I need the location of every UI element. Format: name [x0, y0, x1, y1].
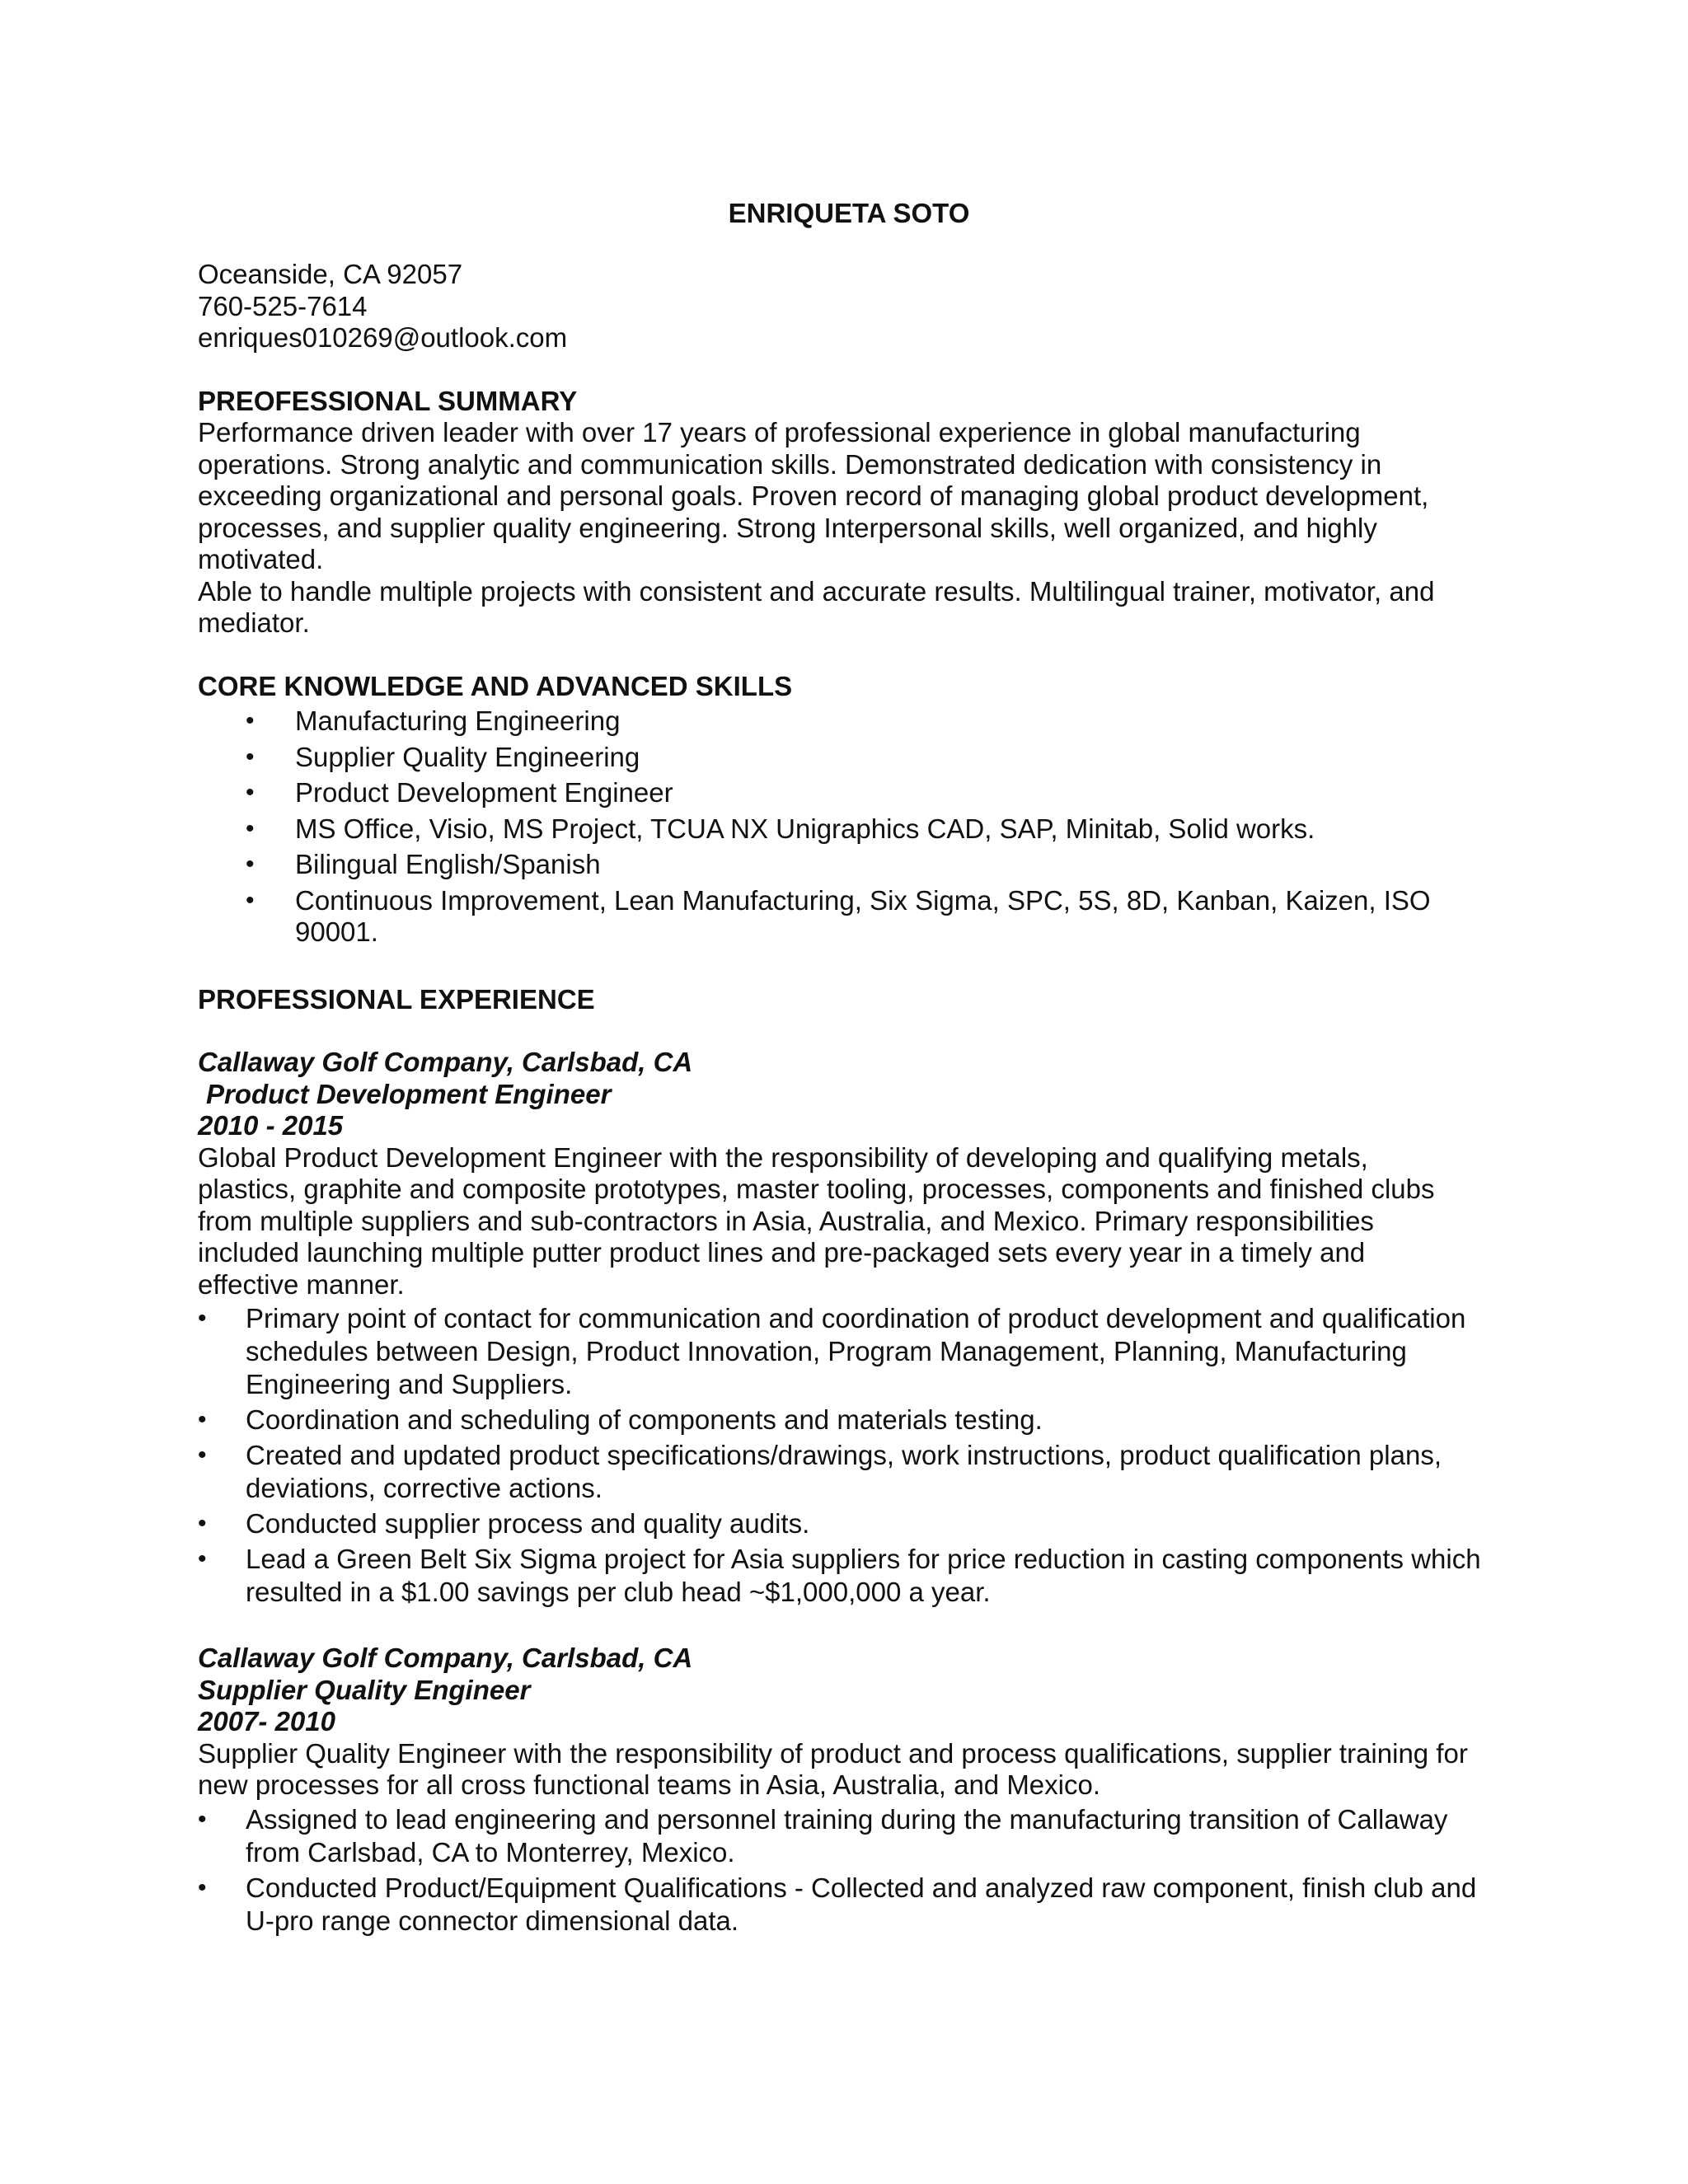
bullet-icon: •: [246, 743, 255, 771]
experience-section: [198, 984, 1484, 1938]
bullet-icon: •: [246, 886, 255, 914]
skill-item: [198, 813, 1484, 846]
duty-text: Coordination and scheduling of components and materials testing.: [246, 1404, 1043, 1435]
duty-text: Conducted Product/Equipment Qualifications - Collected and analyzed raw component, finish club and U-pro range connector dimensional data.: [246, 1872, 1477, 1936]
job-duties-list: [198, 1803, 1484, 1938]
candidate-name: ENRIQUETA SOTO: [728, 198, 970, 228]
job-entry: [198, 1047, 1484, 1609]
bullet-icon: •: [198, 1406, 207, 1433]
duty-text: Primary point of contact for communication and coordination of product development and qualification schedules between Design, Product Innovation, Program Management, Planning, Manufacturing Engineering and Suppliers.: [246, 1303, 1466, 1399]
summary-line: motivated.: [198, 544, 324, 574]
job-description-line: Supplier Quality Engineer with the responsibility of product and process qualifications, supplier training for: [198, 1737, 1468, 1769]
job-description-line: included launching multiple putter product lines and pre-packaged sets every year in a timely and: [198, 1237, 1366, 1268]
spacer: [198, 1611, 1484, 1643]
job-years: 2010 - 2015: [198, 1110, 344, 1141]
skills-list: [198, 705, 1484, 949]
spacer: [198, 953, 1484, 984]
summary-line: exceeding organizational and personal goals. Proven record of managing global product development,: [198, 480, 1429, 511]
job-title: Supplier Quality Engineer: [198, 1674, 531, 1705]
duty-text: Conducted supplier process and quality audits.: [246, 1508, 810, 1539]
duty-text: Assigned to lead engineering and personnel training during the manufacturing transition of Callaway from Carlsbad, CA to Monterrey, Mexico.: [246, 1803, 1448, 1868]
skill-item: [198, 705, 1484, 738]
duty-item: [198, 1302, 1484, 1401]
job-description-line: plastics, graphite and composite prototypes, master tooling, processes, components and finished clubs: [198, 1174, 1435, 1204]
bullet-icon: •: [198, 1510, 207, 1537]
experience-heading: PROFESSIONAL EXPERIENCE: [198, 983, 595, 1015]
spacer: [198, 354, 1484, 386]
skill-item: [198, 777, 1484, 809]
contact-block: [198, 259, 1484, 354]
job-description-line: new processes for all cross functional teams in Asia, Australia, and Mexico.: [198, 1769, 1101, 1800]
skill-text: Continuous Improvement, Lean Manufacturing, Six Sigma, SPC, 5S, 8D, Kanban, Kaizen, ISO 90001.: [295, 884, 1431, 947]
bullet-icon: •: [198, 1873, 207, 1901]
skills-section: [198, 671, 1484, 949]
summary-line: Able to handle multiple projects with consistent and accurate results. Multilingual trainer, motivator, and: [198, 575, 1435, 607]
job-description-line: effective manner.: [198, 1268, 405, 1300]
duty-item: [198, 1507, 1484, 1540]
duty-item: [198, 1543, 1484, 1609]
duty-item: [198, 1872, 1484, 1938]
skill-text: Product Development Engineer: [295, 777, 673, 808]
skill-text: MS Office, Visio, MS Project, TCUA NX Unigraphics CAD, SAP, Minitab, Solid works.: [295, 813, 1315, 844]
duty-item: [198, 1439, 1484, 1505]
skill-text: Supplier Quality Engineering: [295, 741, 640, 772]
bullet-icon: •: [246, 851, 255, 878]
skill-item: [198, 742, 1484, 774]
duty-item: [198, 1803, 1484, 1869]
skill-item: [198, 885, 1484, 949]
job-company: Callaway Golf Company, Carlsbad, CA: [198, 1643, 693, 1673]
job-description-line: Global Product Development Engineer with the responsibility of developing and qualifying metals,: [198, 1141, 1368, 1173]
bullet-icon: •: [198, 1305, 207, 1332]
skill-item: [198, 849, 1484, 881]
job-company: Callaway Golf Company, Carlsbad, CA: [198, 1047, 693, 1077]
skill-text: Bilingual English/Spanish: [295, 849, 601, 879]
duty-text: Lead a Green Belt Six Sigma project for Asia suppliers for price reduction in casting components which resulted in a $1.00 savings per club head ~$1,000,000 a year.: [246, 1544, 1481, 1607]
bullet-icon: •: [198, 1545, 207, 1572]
summary-section: [198, 386, 1484, 640]
contact-phone: 760-525-7614: [198, 290, 368, 321]
job-description-line: from multiple suppliers and sub-contractors in Asia, Australia, and Mexico. Primary responsibilities: [198, 1205, 1374, 1236]
duty-text: Created and updated product specifications/drawings, work instructions, product qualification plans, deviations, corrective actions.: [246, 1440, 1442, 1503]
skills-heading: CORE KNOWLEDGE AND ADVANCED SKILLS: [198, 670, 793, 701]
bullet-icon: •: [198, 1805, 207, 1833]
skill-text: Manufacturing Engineering: [295, 705, 621, 736]
bullet-icon: •: [246, 779, 255, 806]
job-title: Product Development Engineer: [206, 1078, 612, 1109]
contact-email[interactable]: enriques010269@outlook.com: [198, 322, 568, 353]
resume-content: [198, 198, 1484, 1940]
summary-line: mediator.: [198, 607, 310, 638]
spacer: [198, 1015, 1484, 1047]
spacer: [198, 640, 1484, 671]
summary-line: operations. Strong analytic and communication skills. Demonstrated dedication with consistency in: [198, 448, 1382, 480]
job-duties-list: [198, 1302, 1484, 1609]
bullet-icon: •: [246, 814, 255, 842]
bullet-icon: •: [198, 1441, 207, 1469]
summary-heading: PREOFESSIONAL SUMMARY: [198, 385, 578, 416]
duty-item: [198, 1404, 1484, 1436]
job-entry: [198, 1643, 1484, 1938]
bullet-icon: •: [246, 707, 255, 734]
summary-line: processes, and supplier quality engineering. Strong Interpersonal skills, well organized, and highly: [198, 512, 1377, 543]
summary-line: Performance driven leader with over 17 years of professional experience in global manufacturing: [198, 417, 1361, 448]
contact-location: Oceanside, CA 92057: [198, 259, 463, 289]
job-years: 2007- 2010: [198, 1706, 335, 1736]
